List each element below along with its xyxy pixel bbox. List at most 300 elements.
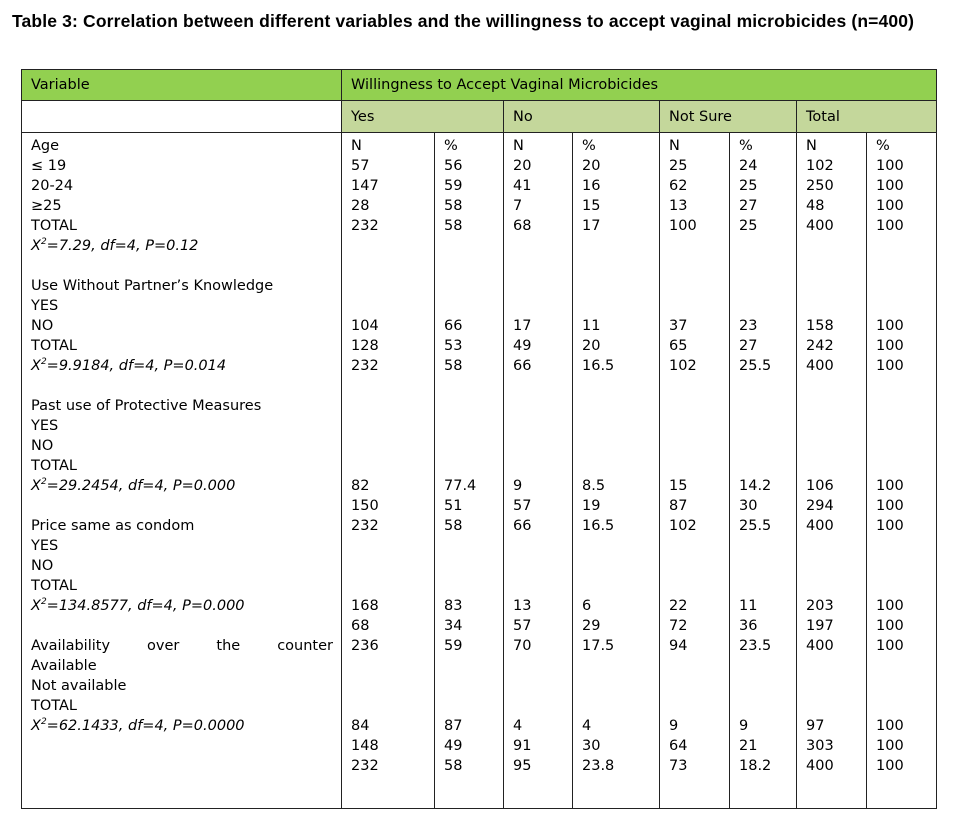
cell-value [351, 696, 434, 716]
cell-value [582, 536, 659, 556]
cell-value [739, 576, 796, 596]
cell-value: 100 [876, 358, 904, 374]
cell-value [582, 556, 659, 576]
cell-value [351, 416, 434, 436]
header-willingness-group: Willingness to Accept Vaginal Microbicides [342, 70, 937, 101]
cell-value: N [513, 138, 524, 154]
cell-value [806, 236, 866, 256]
cell-value: 97 [806, 718, 825, 734]
variable-line: $X^2=9.9184$, df=4, P=0.014 [31, 357, 227, 374]
cell-value: 58 [444, 758, 463, 774]
cell-value: 100 [876, 158, 904, 174]
cell-value [739, 676, 796, 696]
header-total: Total [797, 101, 937, 133]
cell-value [669, 276, 729, 296]
cell-value [806, 256, 866, 276]
cell-value: 100 [876, 638, 904, 654]
cell-value: 70 [513, 638, 532, 654]
cell-value [806, 656, 866, 676]
cell-value [806, 536, 866, 556]
cell-value: 30 [739, 498, 758, 514]
cell-value [806, 376, 866, 396]
variable-line: YES [31, 418, 59, 434]
cell-value: 100 [876, 738, 904, 754]
cell-value [669, 256, 729, 276]
cell-value: 24 [739, 158, 758, 174]
cell-value: 8.5 [582, 478, 606, 494]
cell-value: 22 [669, 598, 688, 614]
header-row-subgroups [22, 101, 937, 133]
cell-value [351, 576, 434, 596]
cell-value [876, 656, 936, 676]
no-pct-column [573, 133, 660, 809]
cell-value: 100 [876, 618, 904, 634]
cell-value: 49 [513, 338, 532, 354]
cell-value [444, 676, 503, 696]
cell-value: 106 [806, 478, 834, 494]
cell-value: 11 [739, 598, 758, 614]
cell-value: 100 [669, 218, 697, 234]
cell-value: 23.8 [582, 758, 615, 774]
cell-value [739, 416, 796, 436]
cell-value: 48 [806, 198, 825, 214]
cell-value: 27 [739, 198, 758, 214]
cell-value [444, 576, 503, 596]
cell-value: 242 [806, 338, 834, 354]
variable-line: TOTAL [31, 338, 77, 354]
cell-value: 51 [444, 498, 463, 514]
cell-value [669, 416, 729, 436]
cell-value: 16.5 [582, 358, 615, 374]
cell-value [806, 576, 866, 596]
cell-value: 232 [351, 758, 379, 774]
cell-value [582, 256, 659, 276]
cell-value: 73 [669, 758, 688, 774]
cell-value [444, 276, 503, 296]
cell-value: 25 [739, 178, 758, 194]
cell-value: 77.4 [444, 478, 477, 494]
variable-line: 20-24 [31, 178, 74, 194]
cell-value [806, 276, 866, 296]
cell-value: 94 [669, 638, 688, 654]
cell-value [444, 236, 503, 256]
cell-value: 100 [876, 218, 904, 234]
cell-value [876, 676, 936, 696]
cell-value [876, 576, 936, 596]
cell-value [806, 296, 866, 316]
cell-value [582, 236, 659, 256]
cell-value [444, 396, 503, 416]
cell-value: 102 [669, 518, 697, 534]
cell-value: 13 [669, 198, 688, 214]
cell-value: 4 [582, 718, 592, 734]
cell-value [513, 436, 572, 456]
cell-value: 41 [513, 178, 532, 194]
cell-value: 100 [876, 198, 904, 214]
cell-value [513, 276, 572, 296]
cell-value [582, 656, 659, 676]
header-variable: Variable [22, 70, 342, 101]
cell-value [582, 576, 659, 596]
cell-value [444, 456, 503, 476]
cell-value [444, 556, 503, 576]
cell-value [513, 236, 572, 256]
variable-line: Price same as condom [31, 518, 195, 534]
variable-line: TOTAL [31, 218, 77, 234]
cell-value: 59 [444, 178, 463, 194]
cell-value: 84 [351, 718, 370, 734]
cell-value: 72 [669, 618, 688, 634]
cell-value: 400 [806, 758, 834, 774]
cell-value: 100 [876, 598, 904, 614]
cell-value: 100 [876, 718, 904, 734]
cell-value: 236 [351, 638, 379, 654]
cell-value: 100 [876, 318, 904, 334]
variable-line: Past use of Protective Measures [31, 398, 262, 414]
cell-value: 25.5 [739, 358, 772, 374]
variable-line: NO [31, 438, 54, 454]
cell-value: 158 [806, 318, 834, 334]
cell-value [444, 436, 503, 456]
cell-value [739, 236, 796, 256]
cell-value [739, 556, 796, 576]
cell-value: 66 [444, 318, 463, 334]
cell-value [806, 396, 866, 416]
header-not-sure: Not Sure [660, 101, 797, 133]
cell-value: % [444, 138, 458, 154]
cell-value [876, 276, 936, 296]
cell-value: 20 [582, 158, 601, 174]
variable-line: $X^2=7.29$, df=4, P=0.12 [31, 237, 199, 254]
cell-value [669, 396, 729, 416]
cell-value: 66 [513, 518, 532, 534]
cell-value [513, 256, 572, 276]
cell-value [806, 436, 866, 456]
variable-line: TOTAL [31, 458, 77, 474]
cell-value: 37 [669, 318, 688, 334]
cell-value [739, 436, 796, 456]
header-variable-blank [22, 101, 342, 133]
cell-value [669, 576, 729, 596]
cell-value [669, 296, 729, 316]
variable-line: NO [31, 558, 54, 574]
variable-line: Available [31, 658, 97, 674]
cell-value: 68 [513, 218, 532, 234]
header-yes: Yes [342, 101, 504, 133]
cell-value [444, 536, 503, 556]
cell-value: 148 [351, 738, 379, 754]
cell-value [669, 696, 729, 716]
cell-value [444, 416, 503, 436]
cell-value [806, 456, 866, 476]
cell-value: % [582, 138, 596, 154]
cell-value: 16.5 [582, 518, 615, 534]
cell-value [739, 536, 796, 556]
cell-value: 59 [444, 638, 463, 654]
cell-value [351, 236, 434, 256]
cell-value: 197 [806, 618, 834, 634]
cell-value: 83 [444, 598, 463, 614]
cell-value: 104 [351, 318, 379, 334]
variable-line [31, 496, 341, 516]
cell-value [739, 696, 796, 716]
cell-value: 58 [444, 518, 463, 534]
cell-value [444, 656, 503, 676]
cell-value [582, 396, 659, 416]
cell-value [669, 676, 729, 696]
cell-value [351, 536, 434, 556]
cell-value: 87 [669, 498, 688, 514]
cell-value: 128 [351, 338, 379, 354]
cell-value: 102 [806, 158, 834, 174]
cell-value: 64 [669, 738, 688, 754]
cell-value [806, 676, 866, 696]
variable-line: ≤ 19 [31, 158, 67, 174]
cell-value [739, 276, 796, 296]
cell-value: 34 [444, 618, 463, 634]
total-pct-column [867, 133, 937, 809]
cell-value: 17.5 [582, 638, 615, 654]
total-n-column [797, 133, 867, 809]
cell-value: N [669, 138, 680, 154]
cell-value: 58 [444, 218, 463, 234]
cell-value [582, 296, 659, 316]
cell-value [669, 236, 729, 256]
cell-value [351, 376, 434, 396]
variable-line: TOTAL [31, 698, 77, 714]
cell-value [739, 456, 796, 476]
cell-value: 57 [351, 158, 370, 174]
cell-value: 9 [739, 718, 749, 734]
cell-value: 100 [876, 498, 904, 514]
yes-n-column [342, 133, 435, 809]
cell-value [806, 556, 866, 576]
cell-value: % [876, 138, 890, 154]
cell-value [669, 536, 729, 556]
cell-value [806, 696, 866, 716]
cell-value: 203 [806, 598, 834, 614]
cell-value: 15 [582, 198, 601, 214]
correlation-table [21, 69, 937, 809]
cell-value: 150 [351, 498, 379, 514]
cell-value: 25 [669, 158, 688, 174]
cell-value [513, 676, 572, 696]
variable-line: Use Without Partner’s Knowledge [31, 278, 274, 294]
cell-value: 27 [739, 338, 758, 354]
variable-line: Age [31, 138, 60, 154]
cell-value [351, 276, 434, 296]
cell-value [876, 436, 936, 456]
cell-value [876, 536, 936, 556]
cell-value [739, 396, 796, 416]
cell-value: 400 [806, 358, 834, 374]
cell-value [876, 416, 936, 436]
cell-value: 17 [513, 318, 532, 334]
cell-value: 250 [806, 178, 834, 194]
yes-pct-column [435, 133, 504, 809]
cell-value: 57 [513, 498, 532, 514]
cell-value: 30 [582, 738, 601, 754]
cell-value [669, 376, 729, 396]
cell-value: 62 [669, 178, 688, 194]
cell-value [876, 296, 936, 316]
cell-value: 66 [513, 358, 532, 374]
cell-value: 53 [444, 338, 463, 354]
cell-value: 9 [513, 478, 523, 494]
cell-value: 49 [444, 738, 463, 754]
cell-value [582, 276, 659, 296]
cell-value: 7 [513, 198, 523, 214]
cell-value [582, 676, 659, 696]
cell-value: % [739, 138, 753, 154]
variable-line: YES [31, 538, 59, 554]
cell-value: 21 [739, 738, 758, 754]
variable-line: $X^2=62.1433$, df=4, P=0.0000 [31, 717, 245, 734]
variable-line: NO [31, 318, 54, 334]
cell-value [669, 436, 729, 456]
cell-value: N [806, 138, 817, 154]
cell-value [876, 376, 936, 396]
cell-value: 232 [351, 218, 379, 234]
cell-value [513, 656, 572, 676]
cell-value: 400 [806, 218, 834, 234]
cell-value [513, 536, 572, 556]
variable-line [31, 256, 341, 276]
cell-value: 65 [669, 338, 688, 354]
variable-line: Not available [31, 678, 127, 694]
cell-value [513, 416, 572, 436]
cell-value [351, 296, 434, 316]
cell-value [582, 696, 659, 716]
cell-value: 23.5 [739, 638, 772, 654]
cell-value: 19 [582, 498, 601, 514]
cell-value [513, 456, 572, 476]
cell-value: 232 [351, 518, 379, 534]
cell-value: 13 [513, 598, 532, 614]
cell-value: 68 [351, 618, 370, 634]
cell-value [669, 456, 729, 476]
cell-value: 168 [351, 598, 379, 614]
cell-value [444, 256, 503, 276]
cell-value [513, 696, 572, 716]
cell-value: 400 [806, 518, 834, 534]
cell-value [351, 656, 434, 676]
variable-line: TOTAL [31, 578, 77, 594]
cell-value: 57 [513, 618, 532, 634]
variable-line: ≥25 [31, 198, 62, 214]
cell-value: 294 [806, 498, 834, 514]
cell-value [669, 656, 729, 676]
cell-value: 4 [513, 718, 523, 734]
variable-line [31, 376, 341, 396]
cell-value: 14.2 [739, 478, 772, 494]
header-row-group [22, 70, 937, 101]
cell-value: 400 [806, 638, 834, 654]
cell-value: 25 [739, 218, 758, 234]
not-sure-n-column [660, 133, 730, 809]
cell-value [351, 556, 434, 576]
cell-value: 58 [444, 198, 463, 214]
cell-value: 100 [876, 518, 904, 534]
cell-value: 16 [582, 178, 601, 194]
cell-value [351, 436, 434, 456]
cell-value [739, 296, 796, 316]
cell-value: 23 [739, 318, 758, 334]
variable-line: $X^2=134.8577$, df=4, P=0.000 [31, 597, 245, 614]
cell-value [513, 296, 572, 316]
cell-value [444, 696, 503, 716]
cell-value [876, 396, 936, 416]
cell-value: 100 [876, 478, 904, 494]
cell-value [351, 256, 434, 276]
variable-line [31, 616, 341, 636]
cell-value [806, 416, 866, 436]
variable-line: $X^2=29.2454$, df=4, P=0.000 [31, 477, 236, 494]
cell-value [351, 456, 434, 476]
cell-value: 56 [444, 158, 463, 174]
cell-value: 29 [582, 618, 601, 634]
cell-value: N [351, 138, 362, 154]
cell-value [351, 676, 434, 696]
cell-value [876, 696, 936, 716]
cell-value [739, 656, 796, 676]
cell-value: 25.5 [739, 518, 772, 534]
cell-value: 303 [806, 738, 834, 754]
cell-value [669, 556, 729, 576]
cell-value: 6 [582, 598, 592, 614]
no-n-column [504, 133, 573, 809]
cell-value: 36 [739, 618, 758, 634]
cell-value [351, 396, 434, 416]
cell-value: 11 [582, 318, 601, 334]
cell-value [739, 256, 796, 276]
cell-value: 100 [876, 338, 904, 354]
cell-value [739, 376, 796, 396]
cell-value [513, 396, 572, 416]
cell-value: 9 [669, 718, 679, 734]
cell-value [876, 456, 936, 476]
cell-value: 20 [582, 338, 601, 354]
cell-value: 18.2 [739, 758, 772, 774]
variable-line: Availability over the counter [31, 638, 333, 654]
cell-value: 82 [351, 478, 370, 494]
cell-value [444, 296, 503, 316]
cell-value: 100 [876, 758, 904, 774]
cell-value: 232 [351, 358, 379, 374]
cell-value [876, 236, 936, 256]
cell-value [513, 556, 572, 576]
cell-value: 87 [444, 718, 463, 734]
cell-value [876, 256, 936, 276]
cell-value: 17 [582, 218, 601, 234]
table-caption: Table 3: Correlation between different variables and the willingness to accept vaginal microbicides (n=400) [12, 11, 915, 31]
cell-value: 15 [669, 478, 688, 494]
cell-value [582, 436, 659, 456]
header-no: No [504, 101, 660, 133]
cell-value: 95 [513, 758, 532, 774]
cell-value [582, 456, 659, 476]
cell-value [513, 376, 572, 396]
not-sure-pct-column [730, 133, 797, 809]
cell-value [582, 416, 659, 436]
variable-column [22, 133, 342, 809]
cell-value: 91 [513, 738, 532, 754]
cell-value [444, 376, 503, 396]
cell-value [876, 556, 936, 576]
cell-value: 102 [669, 358, 697, 374]
cell-value: 147 [351, 178, 379, 194]
cell-value: 28 [351, 198, 370, 214]
